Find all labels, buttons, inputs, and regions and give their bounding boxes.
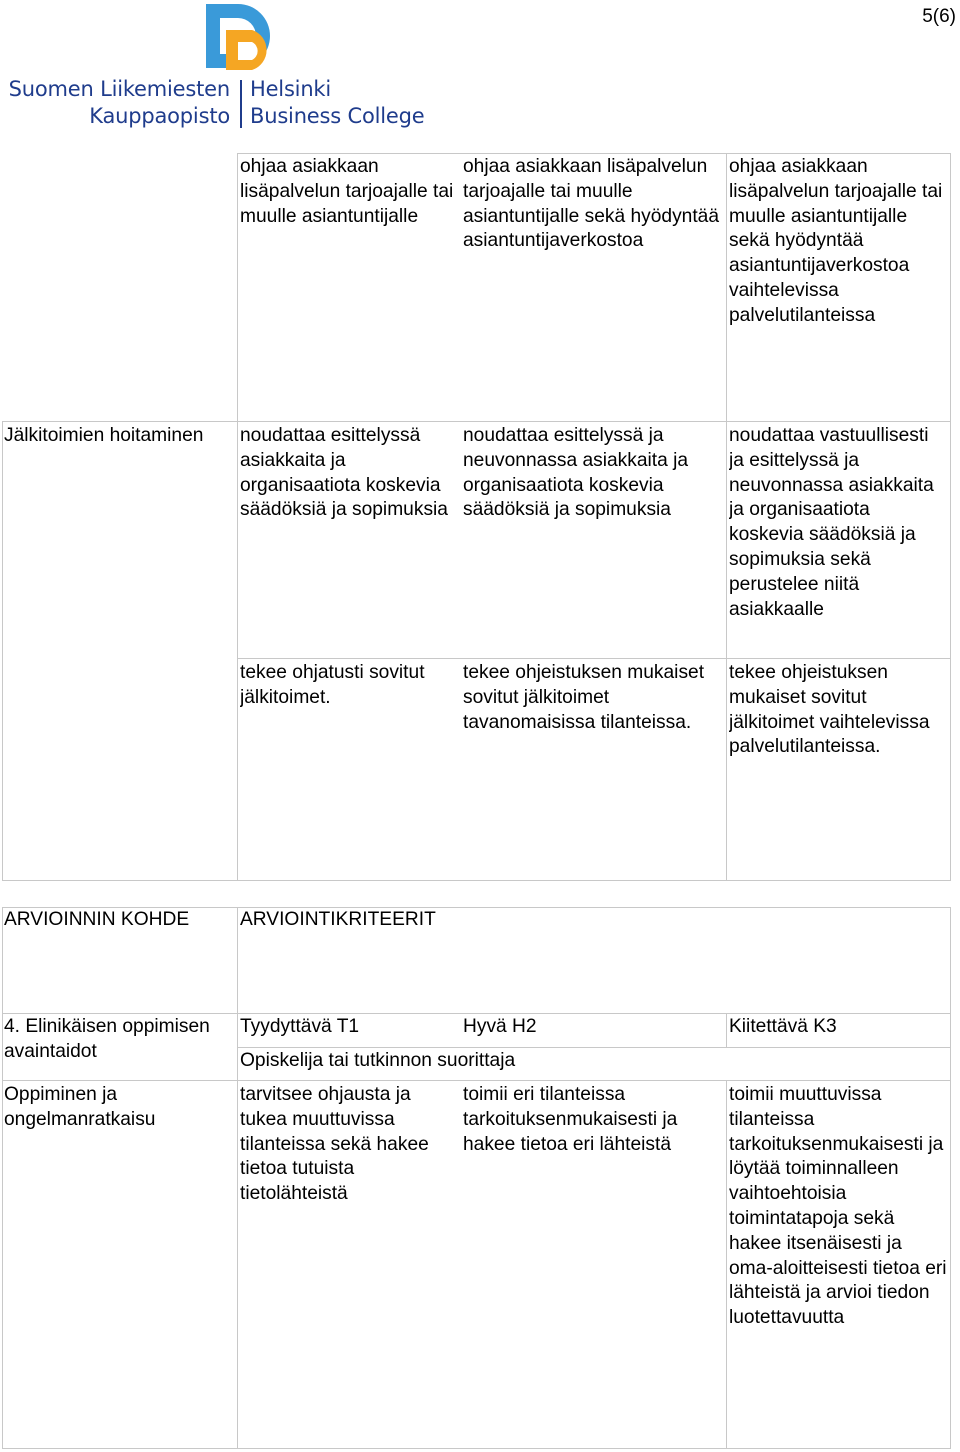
table-border [950, 153, 951, 881]
cell-h2: ohjaa asiakkaan lisäpalvelun tarjoajalle tai muulle asiantuntijalle sekä hyödyntää asiantuntijaverkostoa [463, 156, 720, 252]
logo-line-1: Suomen Liikemiesten [8, 77, 230, 101]
table-border [2, 1448, 950, 1449]
cell-t1: noudattaa esittelyssä asiakkaita ja organisaatiota koskevia säädöksiä ja sopimuksia [240, 425, 448, 521]
logo-mark-icon [204, 2, 282, 72]
cell-k3: noudattaa vastuullisesti ja esittelyssä ja neuvonnassa asiakkaita ja organisaatiota koskevia säädöksiä ja sopimuksia sekä perustelee niitä asiakkaalle [729, 425, 934, 620]
header-target: ARVIOINNIN KOHDE [4, 909, 190, 930]
cell-target: Oppiminen ja ongelmanratkaisu [4, 1084, 156, 1130]
logo-text-left [6, 76, 230, 130]
page-number: 5(6) [922, 6, 956, 27]
level-k3: Kiitettävä K3 [729, 1016, 837, 1037]
level-h2: Hyvä H2 [463, 1016, 537, 1037]
table-border [237, 153, 238, 881]
logo-line-2: Kauppaopisto [89, 104, 230, 128]
table-border [237, 658, 950, 659]
cell-h2: noudattaa esittelyssä ja neuvonnassa asiakkaita ja organisaatiota koskevia säädöksiä ja sopimuksia [463, 425, 689, 521]
cell-k3: toimii muuttuvissa tilanteissa tarkoituksenmukaisesti ja löytää toiminnalleen vaihtoehtoisia toimintatapoja sekä hakee itsenäisesti ja oma-aloitteisesti tietoa eri lähteistä ja arvioi tiedon luotettavuutta [729, 1084, 947, 1329]
cell-target: 4. Elinikäisen oppimisen avaintaidot [4, 1016, 210, 1062]
table-border [950, 907, 951, 1449]
school-logo [4, 2, 444, 130]
cell-t1: tekee ohjatusti sovitut jälkitoimet. [240, 662, 425, 708]
table-border [2, 1080, 950, 1081]
table-border [2, 421, 3, 881]
level-t1: Tyydyttävä T1 [240, 1016, 360, 1037]
table-border [237, 153, 950, 154]
table-border [2, 421, 950, 422]
cell-target: Jälkitoimien hoitaminen [4, 425, 204, 446]
table-border [726, 1013, 727, 1047]
table-border [237, 1047, 950, 1048]
table-border [726, 153, 727, 881]
cell-h2: toimii eri tilanteissa tarkoituksenmukaisesti ja hakee tietoa eri lähteistä [463, 1084, 678, 1155]
cell-t1: ohjaa asiakkaan lisäpalvelun tarjoajalle tai muulle asiantuntijalle [240, 156, 454, 227]
table-border [2, 907, 3, 1449]
cell-k3: ohjaa asiakkaan lisäpalvelun tarjoajalle tai muulle asiantuntijalle sekä hyödyntää asiantuntijaverkostoa vaihtelevissa palvelutilanteissa [729, 156, 943, 326]
table-border [237, 907, 238, 1449]
subject-label: Opiskelija tai tutkinnon suorittaja [240, 1050, 516, 1071]
cell-t1: tarvitsee ohjausta ja tukea muuttuvissa tilanteissa sekä hakee tietoa tutuista tietolähteistä [240, 1084, 429, 1205]
table-border [2, 880, 950, 881]
header-criteria: ARVIOINTIKRITEERIT [240, 909, 436, 930]
logo-line-4: Business College [250, 104, 425, 128]
table-border [726, 1080, 727, 1449]
logo-line-3: Helsinki [250, 77, 332, 101]
cell-k3: tekee ohjeistuksen mukaiset sovitut jälkitoimet vaihtelevissa palvelutilanteissa. [729, 662, 930, 758]
cell-h2: tekee ohjeistuksen mukaiset sovitut jälkitoimet tavanomaisissa tilanteissa. [463, 662, 705, 733]
logo-text-right [250, 76, 424, 130]
logo-divider [240, 80, 242, 128]
table-border [2, 1013, 950, 1014]
